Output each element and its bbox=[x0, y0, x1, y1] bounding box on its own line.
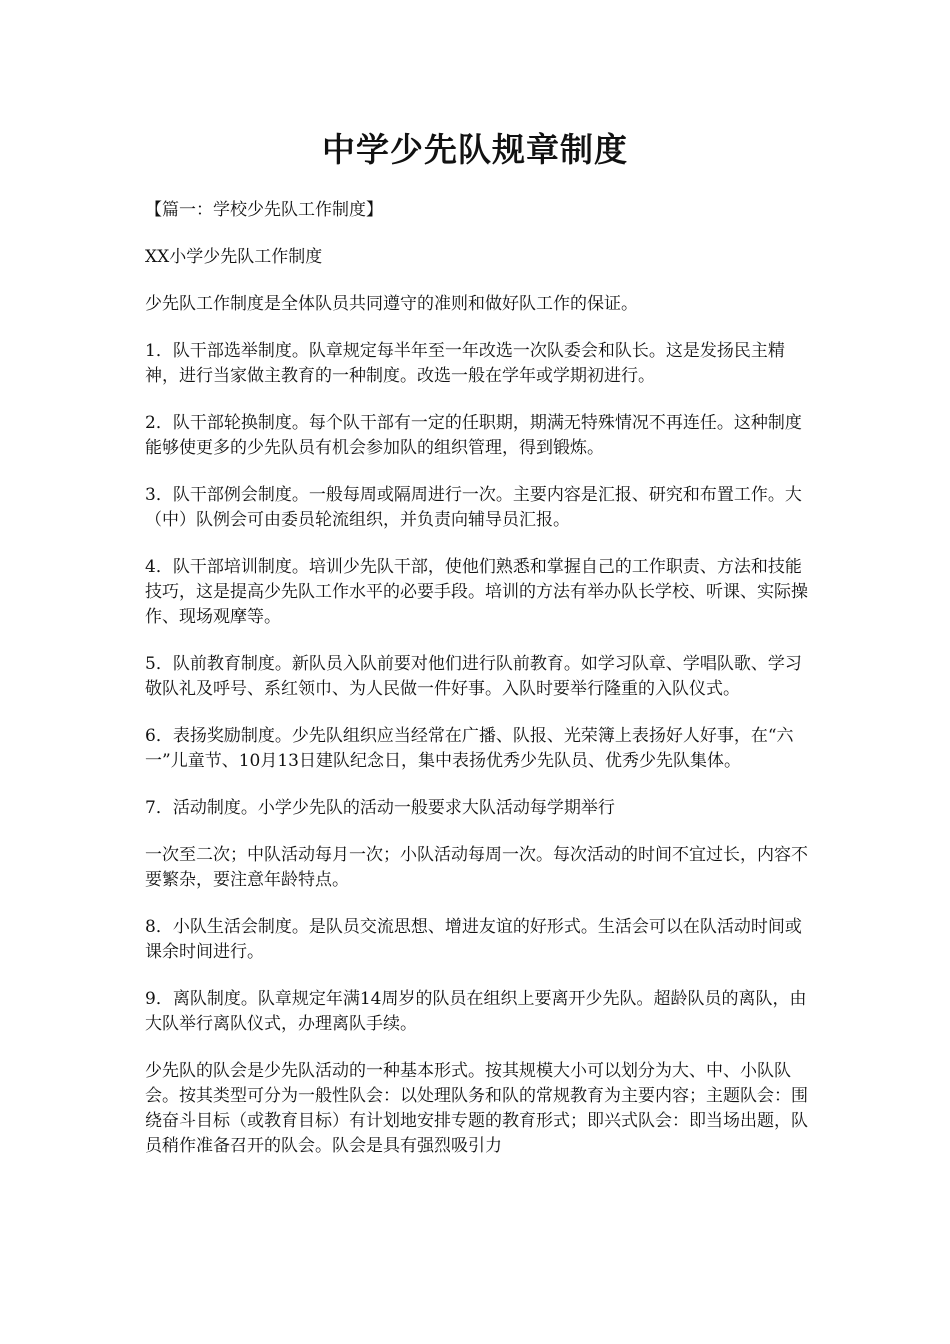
document-body bbox=[145, 198, 815, 1181]
rule-paragraph-7: 7．活动制度。小学少先队的活动一般要求大队活动每学期举行 bbox=[145, 798, 615, 818]
rule-paragraph-5: 5．队前教育制度。新队员入队前要对他们进行队前教育。如学习队章、学唱队歌、学习敬队礼及呼号、系红领巾、为人民做一件好事。入队时要举行隆重的入队仪式。 bbox=[145, 654, 802, 699]
document-title: 中学少先队规章制度 bbox=[322, 130, 628, 169]
rule-paragraph-9: 9．离队制度。队章规定年满14周岁的队员在组织上要离开少先队。超龄队员的离队，由大队举行离队仪式，办理离队手续。 bbox=[145, 989, 807, 1034]
section-heading: 【篇一：学校少先队工作制度】 bbox=[145, 200, 383, 220]
team-meeting-paragraph: 少先队的队会是少先队活动的一种基本形式。按其规模大小可以划分为大、中、小队队会。按其类型可分为一般性队会：以处理队务和队的常规教育为主要内容；主题队会：围绕奋斗目标（或教育目标）有计划地安排专题的教育形式；即兴式队会：即当场出题，队员稍作准备召开的队会。队会是具有强烈吸引力 bbox=[145, 1061, 808, 1156]
rule-paragraph-1: 1．队干部选举制度。队章规定每半年至一年改选一次队委会和队长。这是发扬民主精神，进行当家做主教育的一种制度。改选一般在学年或学期初进行。 bbox=[145, 341, 785, 386]
intro-paragraph: 少先队工作制度是全体队员共同遵守的准则和做好队工作的保证。 bbox=[145, 294, 638, 314]
rule-paragraph-6: 6．表扬奖励制度。少先队组织应当经常在广播、队报、光荣簿上表扬好人好事，在“六一”儿童节、10月13日建队纪念日，集中表扬优秀少先队员、优秀少先队集体。 bbox=[145, 726, 794, 771]
rule-paragraph-8: 8．小队生活会制度。是队员交流思想、增进友谊的好形式。生活会可以在队活动时间或课余时间进行。 bbox=[145, 917, 802, 962]
rule-paragraph-3: 3．队干部例会制度。一般每周或隔周进行一次。主要内容是汇报、研究和布置工作。大（中）队例会可由委员轮流组织，并负责向辅导员汇报。 bbox=[145, 485, 802, 530]
subtitle: XX小学少先队工作制度 bbox=[145, 247, 323, 267]
rule-paragraph-7-continued: 一次至二次；中队活动每月一次；小队活动每周一次。每次活动的时间不宜过长，内容不要繁杂，要注意年龄特点。 bbox=[145, 845, 808, 890]
rule-paragraph-4: 4．队干部培训制度。培训少先队干部，使他们熟悉和掌握自己的工作职责、方法和技能技巧，这是提高少先队工作水平的必要手段。培训的方法有举办队长学校、听课、实际操作、现场观摩等。 bbox=[145, 557, 808, 627]
rule-paragraph-2: 2．队干部轮换制度。每个队干部有一定的任职期，期满无特殊情况不再连任。这种制度能够使更多的少先队员有机会参加队的组织管理，得到锻炼。 bbox=[145, 413, 802, 458]
